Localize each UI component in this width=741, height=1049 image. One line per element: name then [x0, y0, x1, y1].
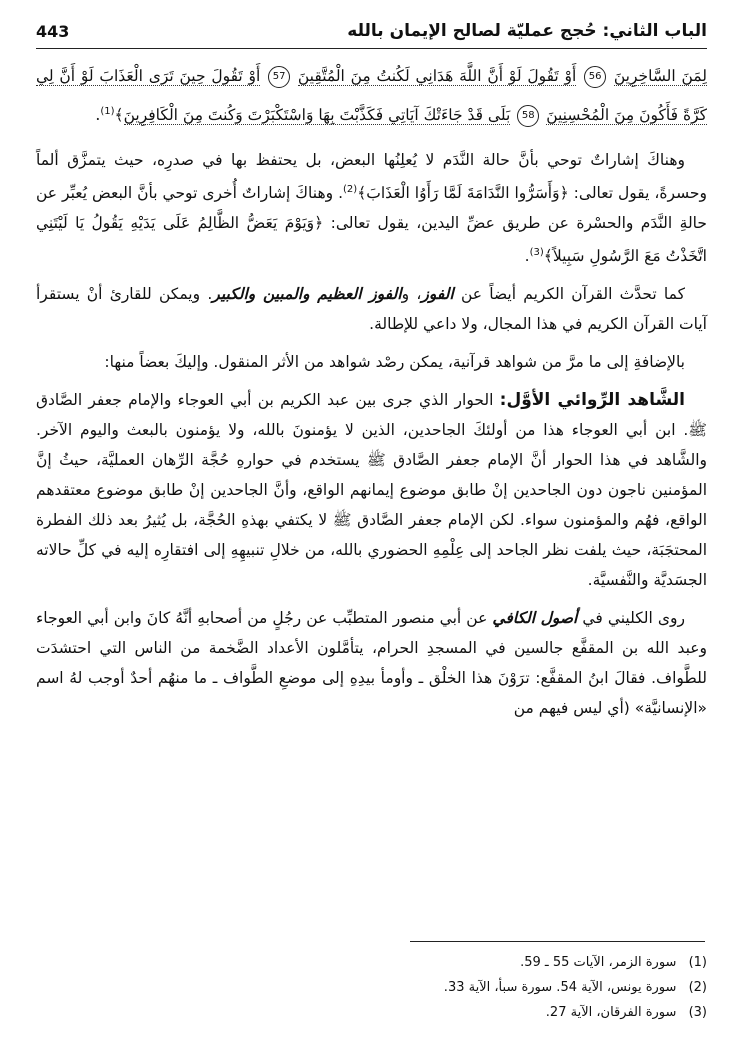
ayah-marker: 58	[517, 105, 539, 127]
paragraph-text: وهناكَ إشاراتٌ توحي بأنَّ حالة النَّدَم لا يُعلِنُها البعض، بل يحتفظ بها في صدرِه، حيث يتمزَّق ألماً وحسرةً، يقول تعالى:	[36, 151, 707, 203]
footnote-number: (2)	[688, 980, 707, 995]
paragraph-victory	[36, 279, 707, 339]
paragraph-text: الحوار الذي جرى بين عبد الكريم بن أبي العوجاء والإمام جعفر الصَّادق ﷺ. ابن أبي العوجاء هذا من أولئكَ الجاحدين، الذين لا يؤمنونَ بالله، ولا يؤمنون بالبعث واليوم الآخر. والشَّاهد في هذا الحوار أنَّ الإمام جعفر الصَّادق ﷺ يستخدم في حوارهِ حُجَّة الرِّهان العمليَّة، حيثُ إنَّ المؤمنين ناجون دون الجاحدين إنْ طابق موضوع إيمانهم الواقع، وأنَّ الجاحدين إنْ طابق موضوع معتقدهم الواقع، فهُم والمؤمنون سواء. لكن الإمام جعفر الصَّادق ﷺ لا يكتفي بهذهِ الحُجَّة، بل يُثيرُ بعد ذلك الفطرة المحتجَبَة، حيث يلفت نظر الجاحد إلى عِلْمِهِ الحضوري بالله، من خلالِ تنبيهِهِ إلى افتقارِه إليه في كلِّ حالاته الجسَديَّة والنَّفسيَّة.	[36, 391, 707, 590]
footnote-item	[444, 975, 707, 1000]
paragraph-text: .	[524, 247, 530, 266]
verse-text: بَلَى قَدْ جَاءَتْكَ آيَاتِي فَكَذَّبْتَ بِهَا وَاسْتَكْبَرْتَ وَكُنتَ مِنَ الْكَافِرِينَ	[123, 106, 511, 125]
footnote-number: (3)	[688, 1005, 707, 1020]
footnotes	[444, 950, 707, 1025]
page-number: 443	[36, 21, 70, 41]
emphasis-term: الفوز	[421, 285, 454, 304]
quran-verses	[36, 58, 707, 133]
paragraph-kulayni	[36, 603, 707, 723]
quran-quote: ﴿وَيَوْمَ يَعَضُّ الظَّالِمُ عَلَى يَدَيْهِ يَقُولُ يَا لَيْتَنِي اتَّخَذْتُ مَعَ الرَّسُولِ سَبِيلاً﴾	[36, 214, 707, 266]
verse-text: أَوْ تَقُولَ لَوْ أَنَّ اللَّهَ هَدَانِي لَكُنتُ مِنَ الْمُتَّقِينَ	[297, 67, 577, 85]
verse-text: لِمَنَ السَّاخِرِينَ	[613, 67, 707, 85]
paragraph-text: ، و	[401, 285, 422, 304]
footnote-number: (1)	[688, 955, 707, 970]
footnote-text: سورة يونس، الآية 54. سورة سبأ، الآية 33.	[443, 980, 677, 995]
paragraph-text: . ويمكن للقارئ أنْ يستقرأ آيات القرآن الكريم في هذا المجال، ولا داعي للإطالة.	[36, 285, 707, 334]
verse-text: أَوْ تَقُولَ حِينَ تَرَى الْعَذَابَ لَوْ أَنَّ لِي كَرَّةً فَأَكُونَ مِنَ الْمُحْسِنِينَ	[36, 67, 707, 125]
footnote-ref: (3)	[529, 247, 544, 259]
running-header	[36, 14, 707, 49]
emphasis-term: الفوز العظيم والمبين والكبير	[212, 285, 402, 304]
paragraph-text: عن أبي منصور المتطبِّب عن رجُلٍ من أصحابهِ أنَّهُ كانَ وابن أبي العوجاء وعبد الله بن المقفَّع جالسين في المسجدِ الحرام، يتأمَّلون الأعداد الضَّخمة من الناس التي احتشدَت للطَّواف. فقالَ ابنُ المقفَّع: ترَوْنَ هذا الخلْق ـ وأومأ بيدِهِ إلى موضعِ الطَّواف ـ ما منهُم أحدٌ أوجب لهُ اسم «الإنسانيَّة» (أي ليس فيهم من	[36, 609, 707, 718]
paragraph-first-narration	[36, 385, 707, 595]
verse-close-bracket: ﴾	[114, 106, 124, 125]
footnote-ref: (1)	[100, 106, 115, 117]
footnote-item	[444, 1000, 707, 1025]
verse-end: .	[95, 106, 101, 125]
paragraph-text: كما تحدَّث القرآن الكريم أيضاً عن	[460, 285, 685, 304]
paragraph-transition: بالإضافةِ إلى ما مرَّ من شواهد قرآنية، يمكن رصْد شواهد من الأثر المنقول. وإليكَ بعضاً منها:	[104, 353, 685, 372]
ayah-marker: 57	[268, 66, 290, 88]
chapter-title: الباب الثاني: حُجج عمليّة لصالح الإيمان بالله	[347, 21, 707, 41]
paragraph-text: . وهناكَ إشاراتٌ أُخرى توحي بأنَّ البعض يُعبِّر عن حالةِ النَّدَم والحسْرة عن طريق عضِّ اليدين، يقول تعالى:	[36, 184, 707, 233]
footnote-text: سورة الزمر، الآيات 55 ـ 59.	[520, 955, 677, 970]
paragraph-regret	[36, 145, 707, 271]
quran-quote: ﴿وَأَسَرُّوا النَّدَامَةَ لَمَّا رَأَوُا الْعَذَابَ﴾	[357, 184, 569, 203]
footnote-text: سورة الفرقان، الآية 27.	[545, 1005, 677, 1020]
page-body	[36, 58, 707, 731]
footnote-item	[444, 950, 707, 975]
book-title: أصول الكافي	[492, 609, 578, 628]
ayah-marker: 56	[584, 66, 606, 88]
section-lead: الشَّاهد الرِّوائي الأوَّل:	[499, 390, 685, 411]
footnote-divider	[410, 941, 705, 942]
footnote-ref: (2)	[343, 184, 358, 196]
paragraph-text: روى الكليني في	[582, 609, 685, 628]
